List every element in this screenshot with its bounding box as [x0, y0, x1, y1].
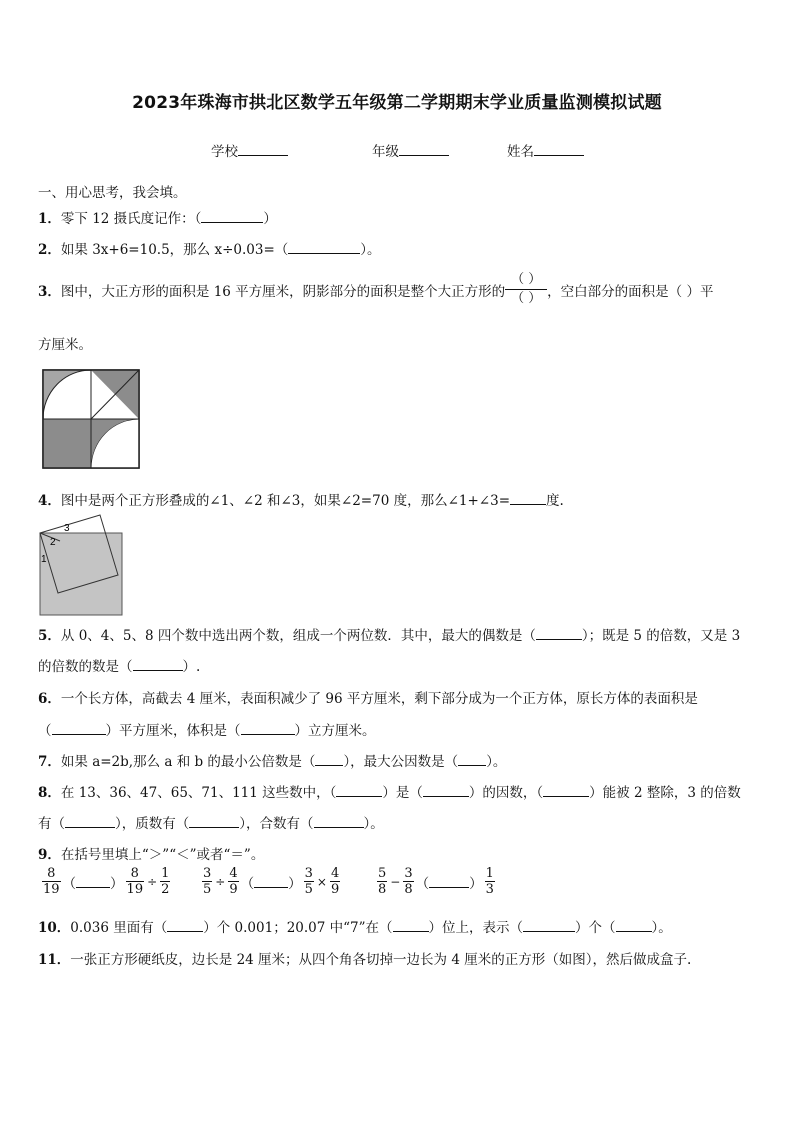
frac-num: 3 — [304, 866, 313, 881]
q8-blank-5[interactable] — [189, 815, 239, 828]
question-8-line-1 — [38, 781, 741, 801]
q2-end: ）。 — [360, 242, 381, 258]
fraction — [202, 866, 212, 897]
name-field — [507, 140, 584, 160]
frac-den: 3 — [485, 882, 494, 897]
frac-den: 5 — [304, 882, 313, 897]
q6-line1: 一个长方体，高截去 4 厘米，表面积减少了 96 平方厘米，剩下部分成为一个正方体，原长方体的表面积是 — [60, 691, 698, 707]
q3-square-figure — [42, 369, 140, 469]
question-2 — [38, 238, 381, 258]
question-11 — [38, 948, 691, 968]
q9-number: 9． — [38, 847, 61, 863]
q7-text-b: ），最大公因数是（ — [343, 754, 459, 770]
fraction — [42, 866, 61, 897]
school-field — [211, 140, 288, 160]
question-3 — [38, 271, 713, 308]
q9-lp: （ — [415, 875, 430, 892]
q3-number: 3． — [38, 283, 61, 300]
q10-blank-4[interactable] — [616, 919, 652, 932]
q10-text-a: 0.036 里面有（ — [70, 920, 168, 936]
q8-line1-a: 在 13、36、47、65、71、111 这些数中，（ — [60, 785, 337, 801]
question-7 — [38, 750, 506, 770]
frac-num: 8 — [47, 866, 56, 881]
question-1 — [38, 207, 277, 227]
q8-line2-a: 有（ — [38, 816, 65, 832]
fraction — [228, 866, 238, 897]
q6-blank-1[interactable] — [52, 722, 106, 735]
frac-den: 19 — [126, 882, 144, 897]
grade-field — [372, 140, 449, 160]
question-9 — [38, 843, 264, 863]
q5-line2-end: ）. — [182, 659, 201, 675]
name-label: 姓名 — [507, 144, 534, 160]
q9-text: 在括号里填上“＞”“＜”或者“＝”。 — [60, 847, 265, 863]
q9-rp: ） — [469, 875, 483, 892]
q5-line1-mid: ）；既是 5 的倍数，又是 3 — [581, 628, 741, 644]
question-10 — [38, 916, 672, 936]
q4-number: 4． — [38, 493, 61, 509]
q1-end: ） — [263, 211, 277, 227]
q4-label-3: 3 — [64, 523, 70, 534]
q8-line2-c: ），合数有（ — [239, 816, 314, 832]
q5-number: 5． — [38, 628, 61, 644]
q5-line1: 从 0、4、5、8 四个数中选出两个数，组成一个两位数．其中，最大的偶数是（ — [60, 628, 536, 644]
frac-den: 2 — [161, 882, 170, 897]
q8-line2-b: ），质数有（ — [115, 816, 190, 832]
fraction — [485, 866, 495, 897]
grade-blank[interactable] — [399, 143, 449, 156]
q7-blank-1[interactable] — [315, 753, 343, 766]
q9-lp: （ — [62, 875, 77, 892]
q1-answer-blank[interactable] — [201, 210, 263, 223]
grade-label: 年级 — [372, 144, 399, 160]
operator: × — [316, 874, 327, 889]
q6-line2-b: ）平方厘米，体积是（ — [105, 723, 241, 739]
fraction — [330, 866, 340, 897]
q8-line1-c: ）的因数，（ — [468, 785, 544, 801]
frac-num: 8 — [130, 866, 139, 881]
q8-blank-3[interactable] — [543, 784, 589, 797]
q9-blank-2[interactable] — [254, 875, 288, 888]
q3-frac-top: （ ） — [511, 272, 542, 287]
q4-squares-figure — [38, 513, 128, 617]
q7-text-c: ）。 — [486, 754, 507, 770]
q10-text-c: ）位上，表示（ — [428, 920, 524, 936]
fraction — [126, 866, 145, 897]
operator: − — [390, 874, 401, 889]
frac-den: 5 — [203, 882, 212, 897]
question-4 — [38, 489, 564, 509]
question-6-line-1 — [38, 687, 698, 707]
q3-fraction-blank[interactable] — [505, 271, 547, 308]
q1-number: 1． — [38, 211, 61, 227]
q6-number: 6． — [38, 691, 61, 707]
q5-line2: 的倍数的数是（ — [38, 659, 133, 675]
frac-den: 19 — [43, 882, 60, 897]
frac-num: 3 — [203, 866, 212, 881]
q9-item-3 — [375, 866, 497, 897]
frac-num: 5 — [378, 866, 387, 881]
page-title: 2023年珠海市拱北区数学五年级第二学期期末学业质量监测模拟试题 — [132, 93, 662, 113]
frac-num: 1 — [485, 866, 494, 881]
q9-blank-3[interactable] — [429, 875, 469, 888]
q10-blank-3[interactable] — [523, 919, 575, 932]
school-blank[interactable] — [238, 143, 288, 156]
q1-text: 零下 12 摄氏度记作：（ — [60, 211, 202, 227]
q7-number: 7． — [38, 754, 61, 770]
frac-num: 4 — [229, 866, 238, 881]
q6-line2-a: （ — [38, 723, 52, 739]
frac-num: 3 — [404, 866, 413, 881]
q4-text: 图中是两个正方形叠成的∠1、∠2 和∠3，如果∠2=70 度，那么∠1+∠3= — [60, 493, 511, 509]
q8-blank-1[interactable] — [336, 784, 382, 797]
q7-text-a: 如果 a=2b,那么 a 和 b 的最小公倍数是（ — [60, 754, 316, 770]
q8-blank-6[interactable] — [314, 815, 364, 828]
q11-text: 一张正方形硬纸皮，边长是 24 厘米；从四个角各切掉一边长为 4 厘米的正方形（如图），然后做成盒子. — [70, 952, 692, 968]
q10-text-d: ）个（ — [575, 920, 616, 936]
q4-end: 度. — [546, 493, 564, 509]
question-5-line-2 — [38, 655, 200, 675]
frac-den: 9 — [229, 882, 238, 897]
q10-blank-1[interactable] — [167, 919, 203, 932]
frac-num: 1 — [161, 866, 170, 881]
operator: ÷ — [147, 874, 158, 889]
q9-item-2 — [200, 866, 342, 897]
q6-line2-c: ）立方厘米。 — [294, 723, 376, 739]
operator: ÷ — [215, 874, 226, 889]
fraction — [304, 866, 314, 897]
q6-blank-2[interactable] — [241, 722, 295, 735]
q3-text-c: 方厘米。 — [38, 337, 92, 353]
q5-blank-2[interactable] — [133, 658, 183, 671]
q5-blank-1[interactable] — [536, 627, 582, 640]
q3-text-a: 图中，大正方形的面积是 16 平方厘米，阴影部分的面积是整个大正方形的 — [60, 283, 506, 300]
q2-number: 2． — [38, 242, 61, 258]
question-6-line-2 — [38, 719, 376, 739]
q4-label-1: 1 — [41, 554, 47, 565]
q4-answer-blank[interactable] — [510, 492, 546, 505]
q10-blank-2[interactable] — [393, 919, 429, 932]
q8-number: 8． — [38, 785, 61, 801]
q9-rp: ） — [288, 875, 302, 892]
question-5-line-1 — [38, 624, 740, 644]
q3-shade-bottom-left — [43, 419, 91, 468]
frac-den: 9 — [330, 882, 340, 897]
q8-line1-d: ）能被 2 整除，3 的倍数 — [589, 785, 741, 801]
q11-number: 11． — [38, 952, 71, 968]
q8-line1-b: ）是（ — [382, 785, 423, 801]
fraction — [160, 866, 170, 897]
fraction — [377, 866, 387, 897]
q10-number: 10． — [38, 920, 71, 936]
q2-answer-blank[interactable] — [288, 241, 360, 254]
q2-text: 如果 3x+6=10.5，那么 x÷0.03=（ — [60, 242, 289, 258]
q10-text-b: ）个 0.001；20.07 中“7”在（ — [203, 920, 393, 936]
q8-line2-d: ）。 — [363, 816, 384, 832]
q8-blank-2[interactable] — [423, 784, 469, 797]
question-8-line-2 — [38, 812, 384, 832]
frac-den: 8 — [378, 882, 387, 897]
q10-text-e: ）。 — [651, 920, 672, 936]
frac-num: 4 — [330, 866, 340, 881]
q9-lp: （ — [240, 875, 255, 892]
q3-frac-bottom: （ ） — [511, 291, 542, 306]
q7-blank-2[interactable] — [458, 753, 486, 766]
q8-blank-4[interactable] — [65, 815, 115, 828]
q3-text-b: ，空白部分的面积是（ ）平 — [547, 283, 714, 300]
section-heading: 一、用心思考，我会填。 — [38, 185, 187, 201]
q9-item-1 — [40, 866, 172, 897]
q4-label-2: 2 — [50, 537, 56, 548]
fraction — [403, 866, 413, 897]
frac-den: 8 — [404, 882, 413, 897]
name-blank[interactable] — [534, 143, 584, 156]
school-label: 学校 — [211, 144, 238, 160]
q9-blank-1[interactable] — [76, 875, 110, 888]
q9-rp: ） — [110, 875, 124, 892]
